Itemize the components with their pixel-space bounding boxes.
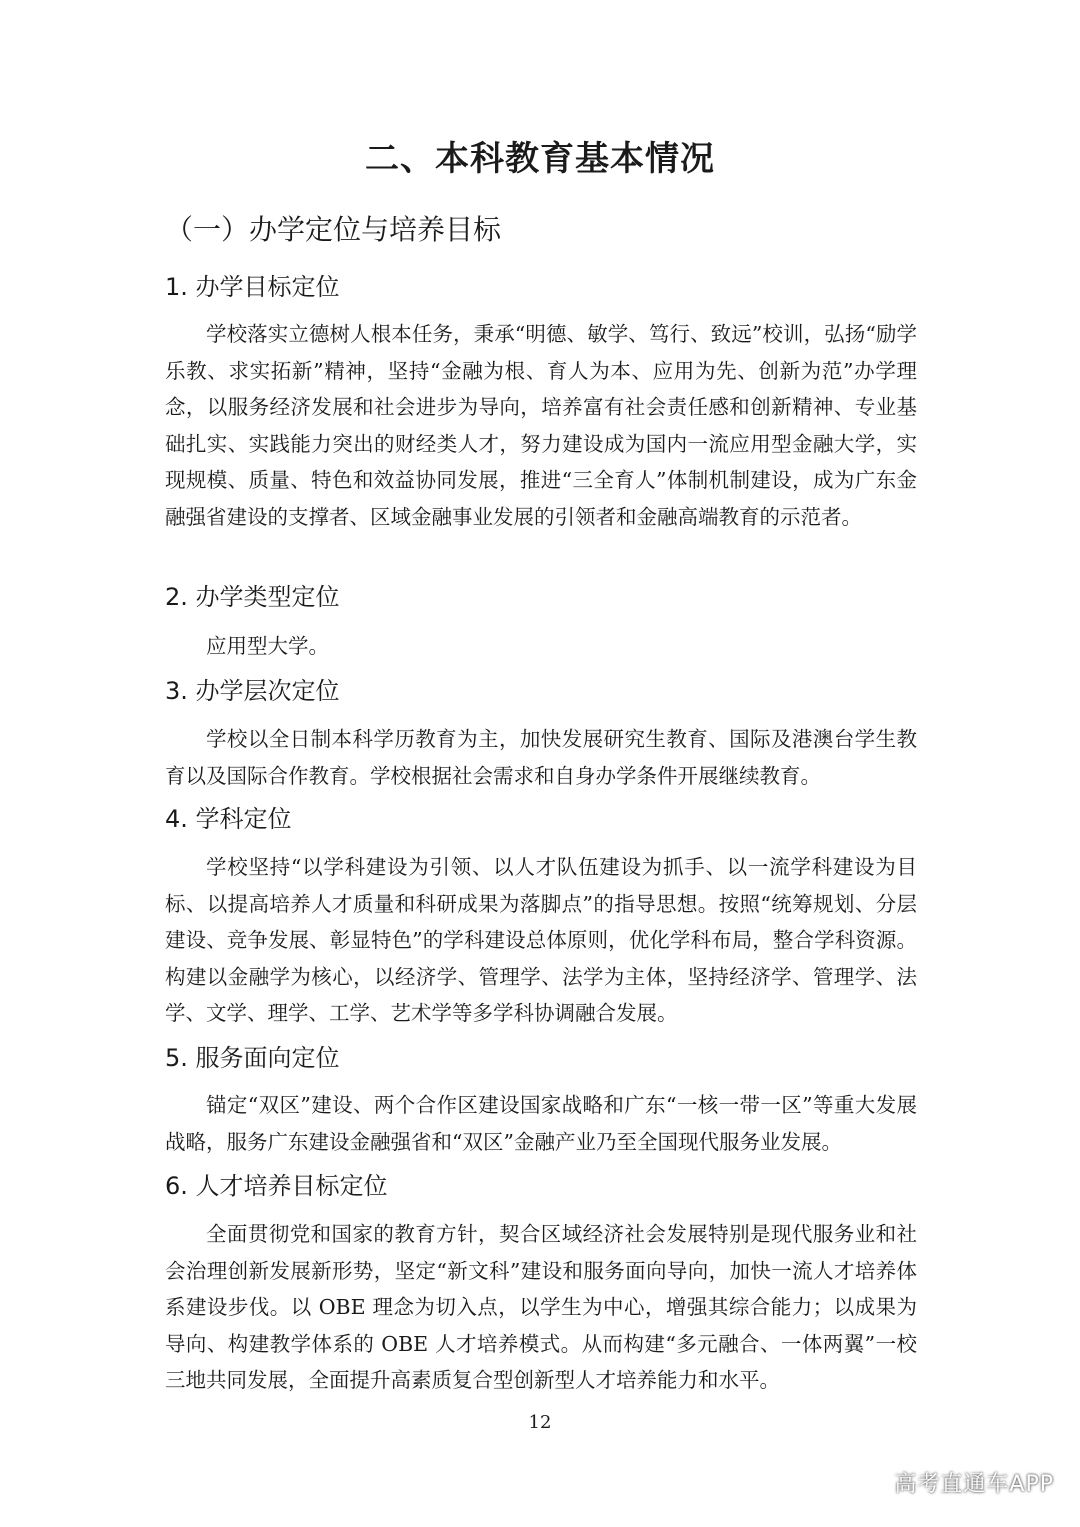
paragraph-talent-goal: 全面贯彻党和国家的教育方针，契合区域经济社会发展特别是现代服务业和社会治理创新发展新形势，坚定“新文科”建设和服务面向导向，加快一流人才培养体系建设步伐。以 OBE 理念为切入点，以学生为中心，增强其综合能力；以成果为导向、构建教学体系的 OBE 人才培养模式。从而构建“多元融合、一体两翼”一校三地共同发展，全面提升高素质复合型创新型人才培养能力和水平。: [165, 1222, 917, 1392]
chapter-title: 二、本科教育基本情况: [365, 139, 715, 179]
paragraph-service: 锚定“双区”建设、两个合作区建设国家战略和广东“一核一带一区”等重大发展战略，服务广东建设金融强省和“双区”金融产业乃至全国现代服务业发展。: [165, 1093, 917, 1154]
paragraph-school-goal: 学校落实立德树人根本任务，秉承“明德、敏学、笃行、致远”校训，弘扬“励学乐教、求实拓新”精神，坚持“金融为根、育人为本、应用为先、创新为范”办学理念，以服务经济发展和社会进步为导向，培养富有社会责任感和创新精神、专业基础扎实、实践能力突出的财经类人才，努力建设成为国内一流应用型金融大学，实现规模、质量、特色和效益协同发展，推进“三全育人”体制机制建设，成为广东金融强省建设的支撑者、区域金融事业发展的引领者和金融高端教育的示范者。: [165, 322, 917, 529]
page-number: 12: [528, 1412, 552, 1433]
watermark: 高考直通车APP: [894, 1472, 1054, 1497]
paragraph-school-type: 应用型大学。: [206, 634, 329, 658]
subheading-service: 5. 服务面向定位: [165, 1044, 340, 1072]
subheading-school-type: 2. 办学类型定位: [165, 583, 340, 611]
subheading-discipline: 4. 学科定位: [165, 805, 292, 833]
paragraph-discipline: 学校坚持“以学科建设为引领、以人才队伍建设为抓手、以一流学科建设为目标、以提高培养人才质量和科研成果为落脚点”的指导思想。按照“统筹规划、分层建设、竞争发展、彰显特色”的学科建设总体原则，优化学科布局，整合学科资源。构建以金融学为核心，以经济学、管理学、法学为主体，坚持经济学、管理学、法学、文学、理学、工学、艺术学等多学科协调融合发展。: [165, 855, 917, 1025]
section-title: （一）办学定位与培养目标: [165, 213, 502, 246]
subheading-school-goal: 1. 办学目标定位: [165, 273, 340, 301]
subheading-talent-goal: 6. 人才培养目标定位: [165, 1172, 388, 1200]
subheading-school-level: 3. 办学层次定位: [165, 677, 340, 705]
paragraph-school-level: 学校以全日制本科学历教育为主，加快发展研究生教育、国际及港澳台学生教育以及国际合作教育。学校根据社会需求和自身办学条件开展继续教育。: [165, 727, 917, 788]
